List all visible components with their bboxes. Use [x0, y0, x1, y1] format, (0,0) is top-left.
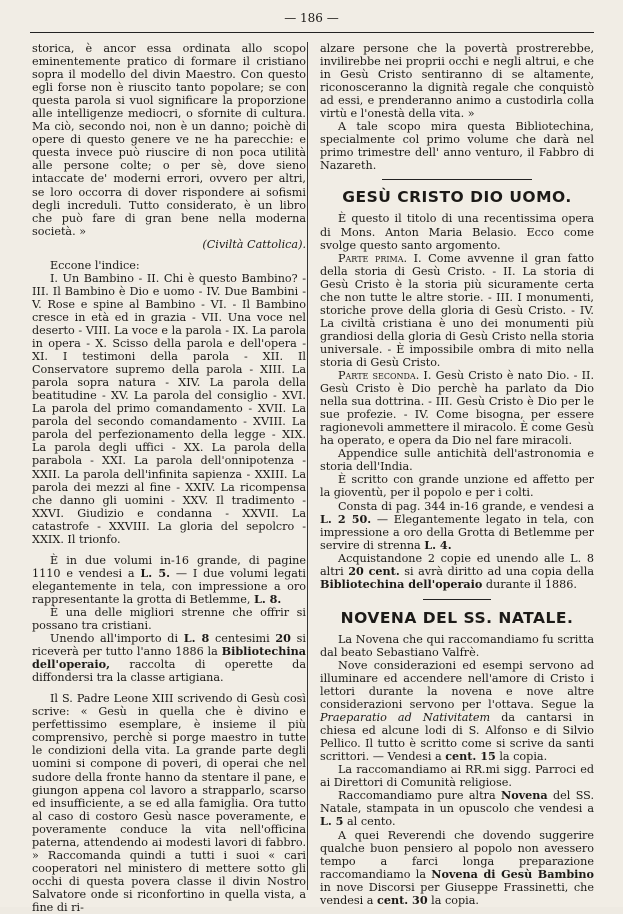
novena-recommend: La raccomandiamo ai RR.mi sigg. Parroci ed ai Direttori di Comunità religiose. [320, 763, 594, 790]
offer-gesu: Acquistandone 2 copie ed unendo alle L. 8 altri 20 cent. si avrà diritto ad una copia della Bibliotechina dell'operaio durante il 1886. [320, 551, 595, 591]
novena-intro: La Novena che qui raccomandiamo fu scritta dal beato Sebastiano Valfrè. [320, 632, 594, 659]
section-rule [382, 179, 532, 180]
unction: È scritto con grande unzione ed affetto per la gioventù, per il popolo e per i colti. [320, 473, 594, 500]
aim-paragraph: A tale scopo mira questa Bibliotechina, specialmente col primo volume che darà nel primo trimestre dell' anno venturo, il Fabbro di Nazareth. [320, 120, 594, 173]
appendix: Appendice sulle antichità dell'astronomia e storia dell'India. [320, 447, 594, 474]
section-title-gesu: GESÙ CRISTO DIO UOMO. [342, 188, 572, 207]
novena-bambino: A quei Reverendi che dovendo suggerire qualche buon pensiero al popolo non avessero tempo a farci longa preparazione raccomandiamo la Novena di Gesù Bambino in nove Discorsi per Giuseppe Frassinetti, che vendesi a cent. 30 la copia. [320, 828, 595, 907]
review-text: storica, è ancor essa ordinata allo scopo eminentemente pratico di formare il cristiano sopra il modello del divin Maestro. Con questo egli forse non è riuscito tanto popolare; se con questa parola si vuol significare la proporzione alle intelligenze mediocri, o sfornite di cultura. Ma ciò, secondo noi, non è un danno; poichè di opere di questo genere ve ne ha parecchie: e questa invece può riuscire di non poca utilità alle persone colte; o per sè, dove sieno intaccate de' moderni errori, ovvero per altri, se loro occorra di dover rispondere ai sofismi degli increduli. Tutto considerato, è un libro che può fare di gran bene nella moderna società. » [32, 42, 306, 238]
bibliotechina-paragraph: Unendo all'importo di L. 8 centesimi 20 si riceverà per tutto l'anno 1886 la Bibliotechina dell'operaio, raccolta di operette da diffondersi tra la classe artigiana. [32, 631, 306, 685]
header-rule [30, 32, 594, 33]
gift-paragraph: È una delle migliori strenne che offrir si possano tra cristiani. [32, 605, 306, 633]
pope-paragraph: Il S. Padre Leone XIII scrivendo di Gesù così scrive: « Gesù in quella che è divino e perfettissimo esemplare, è insieme il più comprensivo, perchè si porge maestro in tutte le condizioni della vita. La grande parte degli uomini si compone di poveri, di operai che nel sudore della fronte hanno da stentare il pane, e giungon appena col lavoro a strapparlo, scarso ed insufficiente, a se ed alla famiglia. Ora tutto al caso di costoro Gesù nasce poveramente, e poveramente conduce la vita nell'officina paterna, attendendo ai modesti lavori di fabbro. » Raccomanda quindi a tutti i suoi « cari cooperatori nel ministero di mettere sotto gli occhi di questa povera classe il divin Nostro Salvatore onde si riconfortino in quella vista, a fine di ri- [32, 692, 306, 914]
book-intro: È questo il titolo di una recentissima opera di Mons. Anton Maria Belasio. Ecco come svolge questo santo argomento. [320, 212, 594, 252]
section-rule-2 [423, 599, 491, 600]
novena-content: Nove considerazioni ed esempi servono ad illuminare ed accendere nell'amore di Cristo i lettori durante la novena e nove altre considerazioni servono per l'ottava. Segue la Praeparatio ad Nativitatem da cantarsi in chiesa ed alcune lodi di S. Alfonso e di Silvio Pellico. Il tutto è scritto come si scrive da santi scrittori. — Vendesi a cent. 15 la copia. [320, 658, 594, 764]
column-divider [307, 42, 308, 890]
novena-other: Raccomandiamo pure altra Novena del SS. Natale, stampata in un opuscolo che vendesi a L. 5 al cento. [320, 788, 594, 829]
index-text: I. Un Bambino - II. Chi è questo Bambino? - III. Il Bambino è Dio e uomo - IV. Due Bambini - V. Rose e spine al Bambino - VI. - Il Bambino cresce in età ed in grazia - VII. Una voce nel deserto - VIII. La voce e la parola - IX. La parola in opera - X. Scisso della parola e dell'opera - XI. I testimoni della parola - XII. Il Conservatore supremo della parola - XIII. La parola sopra natura - XIV. La parola della beatitudine - XV. La parola del consiglio - XVI. La parola del primo comandamento - XVII. La parola del secondo comandamento - XVIII. La parola del perfezionamento della legge - XIX. La parola degli uffici - XX. La parola della parabola - XXI. La parola dell'onnipotenza - XXII. La parola dell'infinita sapienza - XXIII. La parola dei mezzi al fine - XXIV. La ricompensa che danno gli uomini - XXV. Il tradimento - XXVI. Giudizio e condanna - XXVII. La catastrofe - XXVIII. La gloria del sepolcro - XXIX. Il trionfo. [32, 271, 306, 546]
review-source: (Civiltà Cattolica). [202, 237, 306, 251]
left-column [32, 42, 306, 914]
price-gesu: Consta di pag. 344 in-16 grande, e vendesi a L. 2 50. — Elegantemente legato in tela, con impressione a oro della Grotta di Betlemme per servire di strenna L. 4. [320, 499, 594, 552]
index-heading: Eccone l'indice: [50, 258, 140, 272]
part-one: Parte prima. I. Come avvenne il gran fatto della storia di Gesù Cristo. - II. La storia di Gesù Cristo è la storia più sicuramente certa che non tutte le altre storie. - III. I monumenti, storiche prove della gloria di Gesù Cristo. - IV. La civiltà cristiana è uno dei monumenti più grandiosi della gloria di Gesù Cristo nella storia universale. - È impossibile ombra di mito nella storia di Gesù Cristo. [320, 251, 594, 369]
continuation-text: alzare persone che la povertà prostrerebbe, invilirebbe nei proprii occhi e negli altrui, e che in Gesù Cristo sentiranno di se altamente, riconosceranno la dignità regale che conquistò ad essi, e prenderanno animo a custodirla colla virtù e l'onestà della vita. » [320, 42, 594, 121]
page-number: — 186 — [284, 11, 339, 25]
right-column [320, 42, 594, 907]
part-two: Parte seconda. I. Gesù Cristo è nato Dio. - II. Gesù Cristo è Dio perchè ha parlato da Dio nella sua dottrina. - III. Gesù Cristo è Dio per le sue profezie. - IV. Come bisogna, per essere ragionevoli ammettere il miracolo. È come Gesù ha operato, e opera da Dio nel fare miracoli. [320, 369, 595, 448]
section-title-novena: NOVENA DEL SS. NATALE. [340, 608, 574, 627]
price-paragraph: È in due volumi in-16 grande, di pagine 1110 e vendesi a L. 5. — I due volumi legati elegantemente in tela, con impressione a oro rappresentante la grotta di Betlemme, L. 8. [32, 553, 306, 606]
